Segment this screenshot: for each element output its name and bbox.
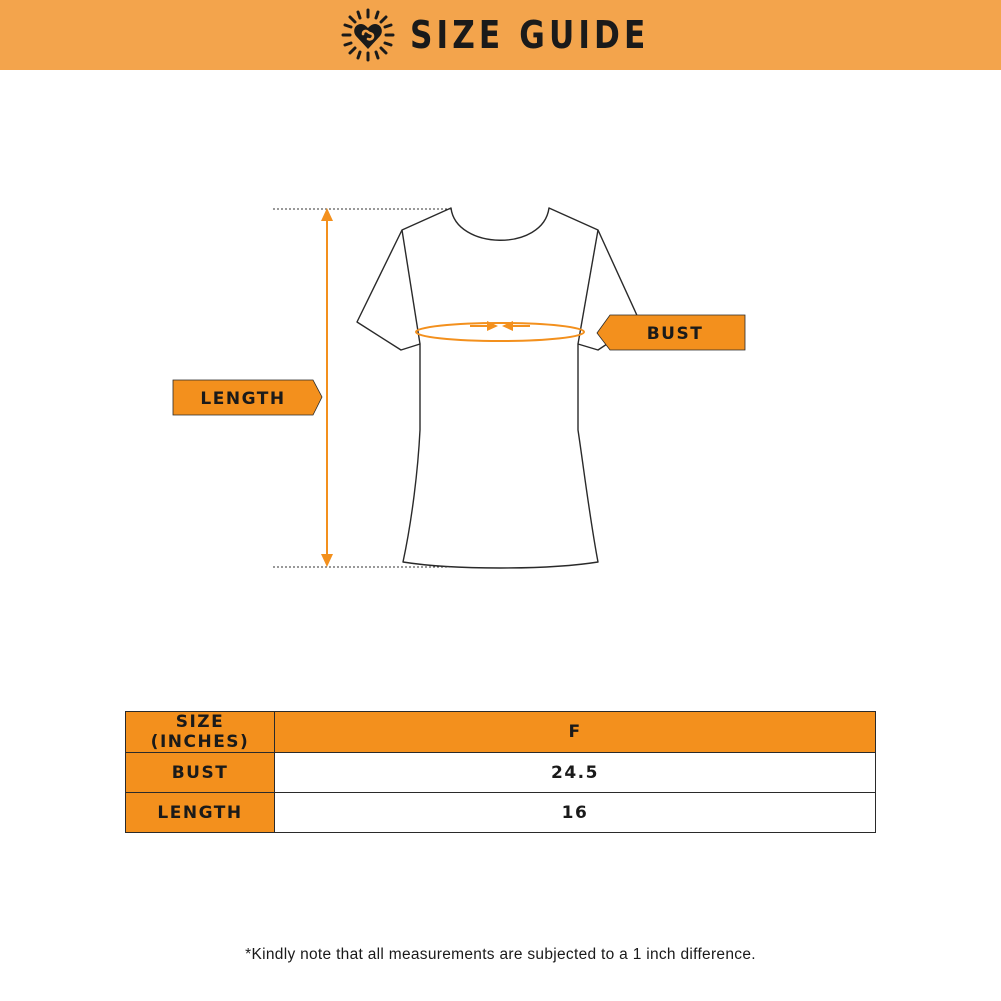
row-label-length: LENGTH (126, 793, 275, 833)
table-row (126, 793, 876, 833)
table-row (126, 753, 876, 793)
bust-label: BUST (646, 324, 704, 344)
sun-heart-logo-icon (340, 7, 396, 63)
row-value-bust: 24.5 (275, 753, 876, 793)
length-tag (173, 380, 322, 415)
length-arrow (321, 208, 333, 567)
measurement-footnote: *Kindly note that all measurements are subjected to a 1 inch difference. (245, 946, 756, 963)
t-shirt-outline-icon (357, 208, 640, 568)
row-label-bust: BUST (126, 753, 275, 793)
header-bar (0, 0, 1001, 70)
table-header-row (126, 712, 876, 753)
row-value-length: 16 (275, 793, 876, 833)
size-unit-header: SIZE (INCHES) (126, 712, 275, 753)
size-column-header: F (275, 712, 876, 753)
measurement-diagram (0, 70, 1001, 630)
header-content (0, 0, 1001, 70)
size-table (125, 711, 876, 833)
length-label: LENGTH (200, 389, 286, 409)
page-title: SIZE GUIDE (409, 13, 649, 57)
bust-tag (597, 315, 745, 350)
